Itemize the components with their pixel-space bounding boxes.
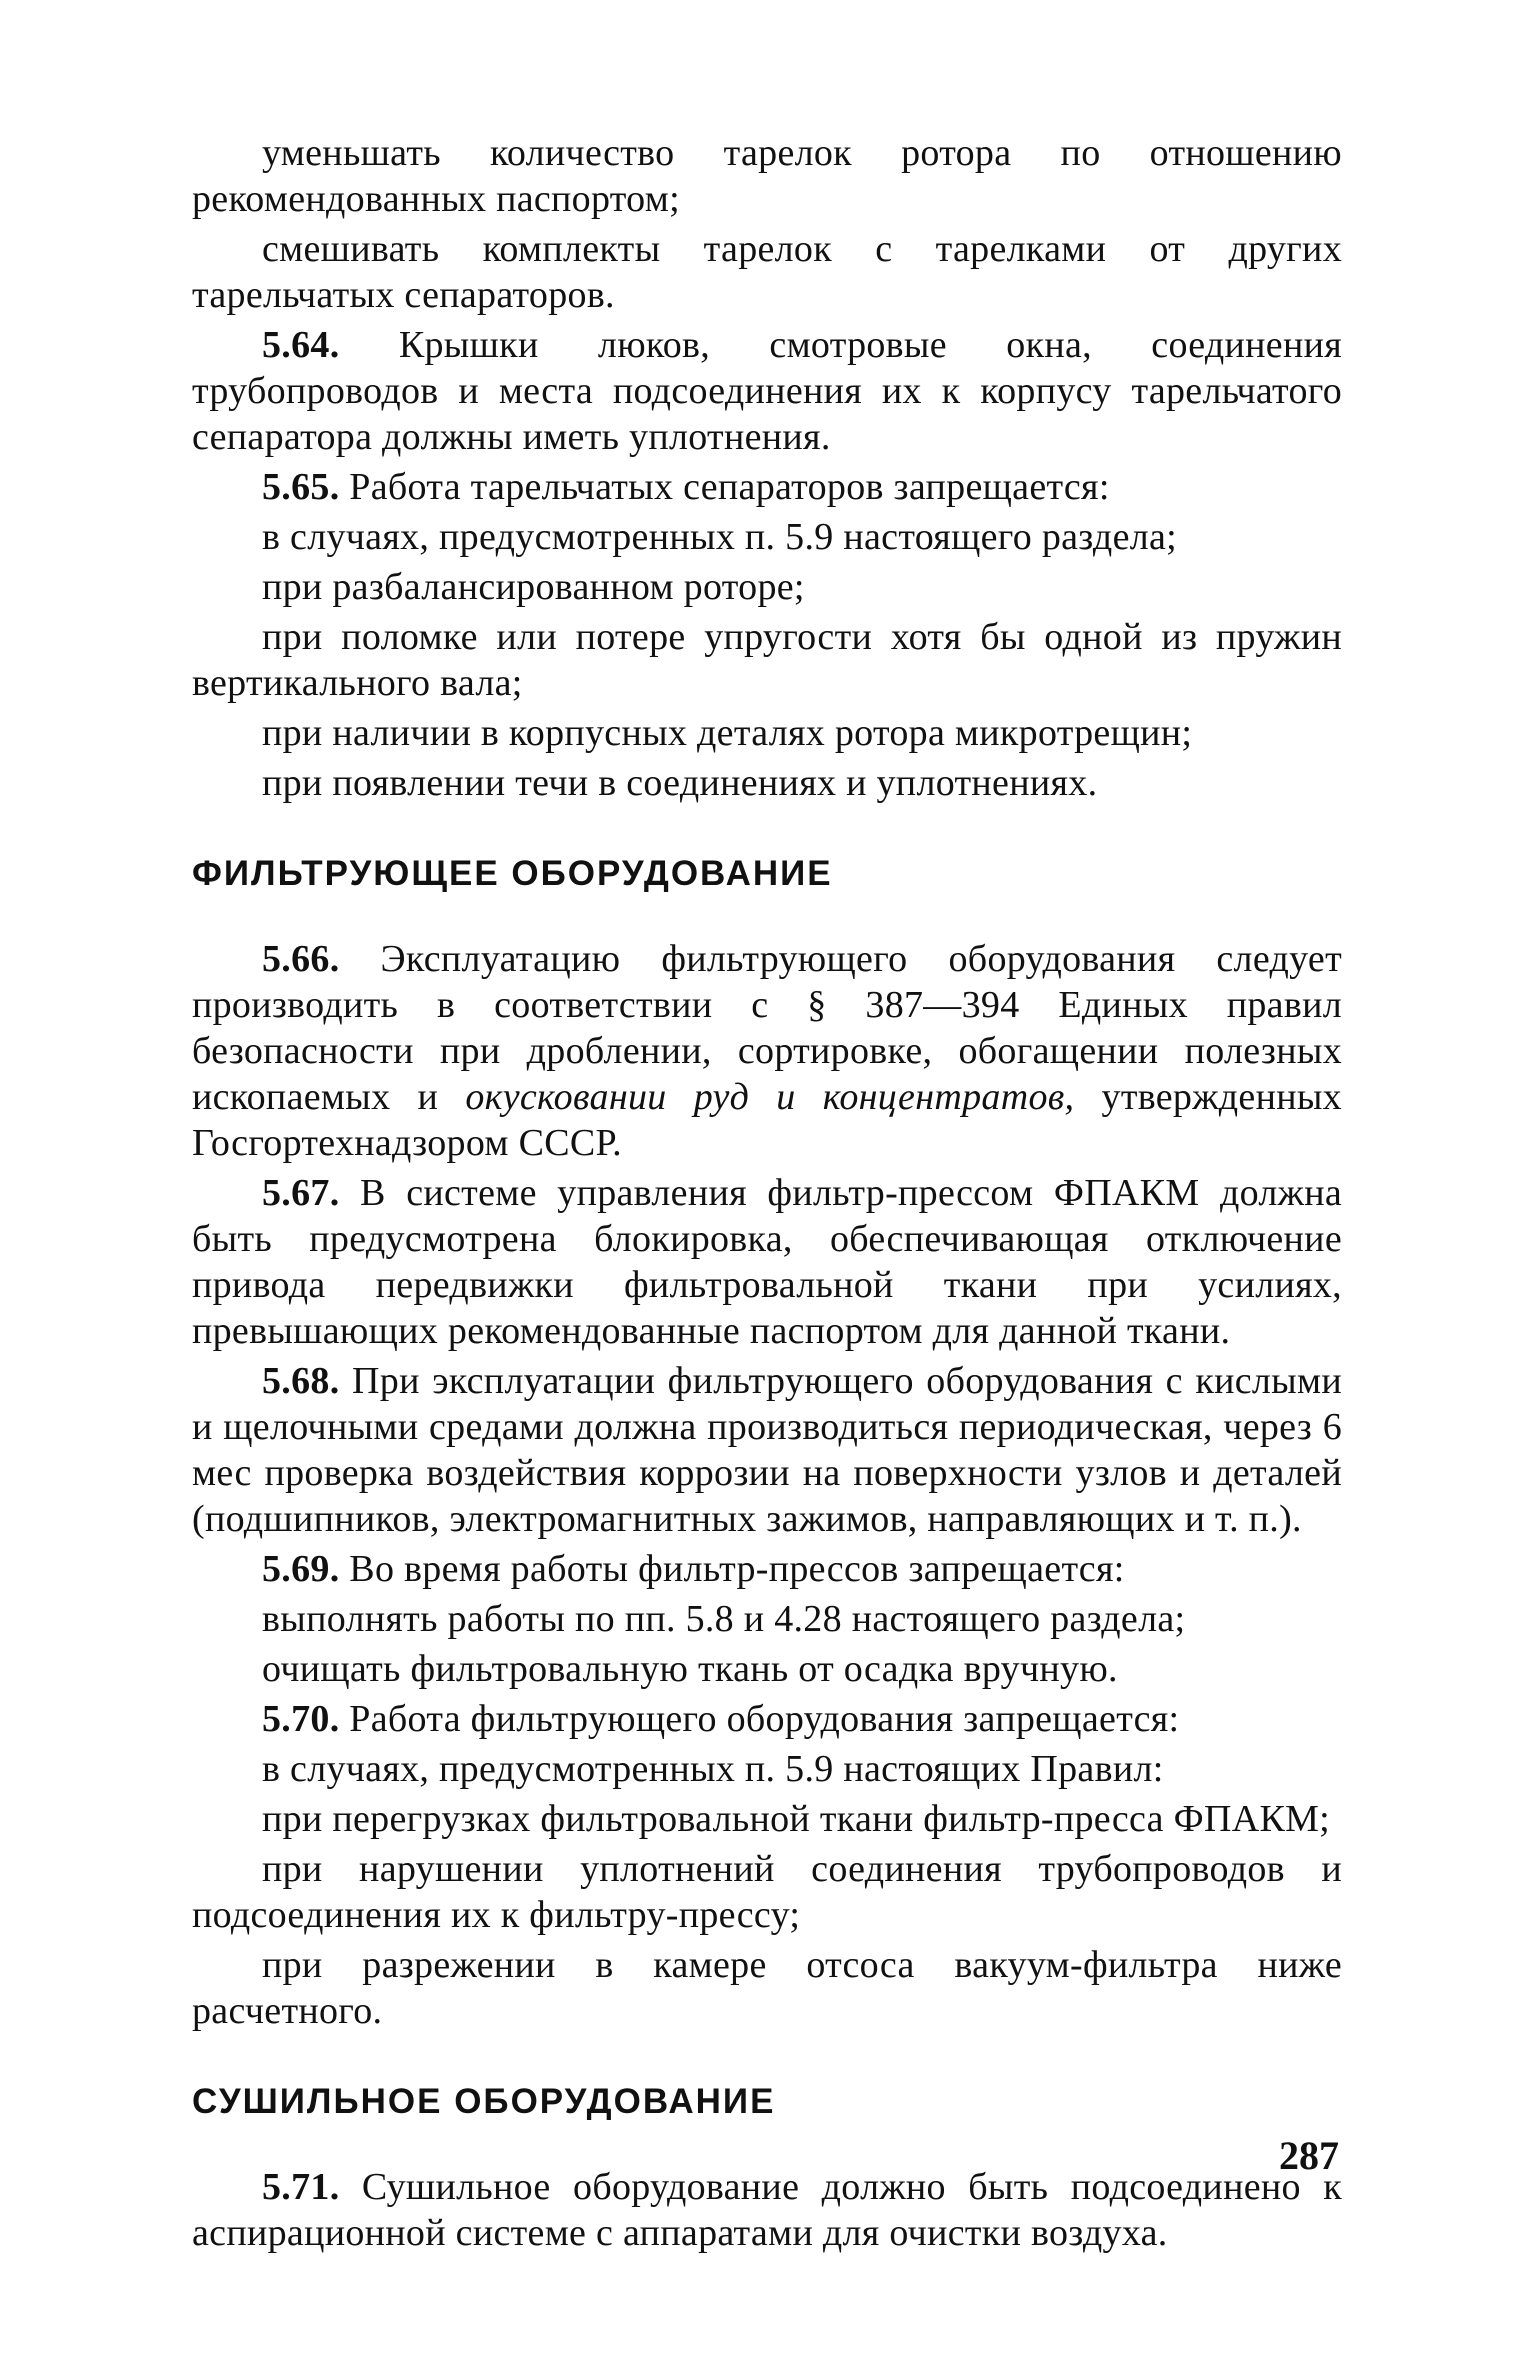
clause-number: 5.69. <box>262 1548 340 1590</box>
paragraph: при разбалансированном роторе; <box>262 566 805 608</box>
page-body <box>192 130 1342 2256</box>
paragraph <box>192 464 1342 510</box>
clause-italic-text: окусковании руд и концентратов, <box>465 1076 1075 1118</box>
paragraph: при перегрузках фильтровальной ткани фильтр-пресса ФПАКМ; <box>262 1798 1331 1840</box>
clause-text: В системе управления фильтр-прессом ФПАКМ должна быть предусмотрена блокировка, обеспечивающая отключение привода передвижки фильтровальной ткани при усилиях, превышающих рекомендованные паспортом для данной ткани. <box>192 1172 1342 1352</box>
clause-text: Во время работы фильтр-прессов запрещается: <box>339 1548 1125 1590</box>
paragraph: выполнять работы по пп. 5.8 и 4.28 настоящего раздела; <box>262 1598 1186 1640</box>
clause-text: Крышки люков, смотровые окна, соединения трубопроводов и места подсоединения их к корпусу тарельчатого сепаратора должны иметь уплотнения. <box>192 324 1342 458</box>
paragraph: очищать фильтровальную ткань от осадка вручную. <box>262 1648 1118 1690</box>
paragraph <box>192 1170 1342 1354</box>
paragraph <box>192 322 1342 460</box>
paragraph <box>192 1546 1342 1592</box>
section-heading-filtering: ФИЛЬТРУЮЩЕЕ ОБОРУДОВАНИЕ <box>192 854 833 893</box>
paragraph <box>192 936 1342 1166</box>
clause-number: 5.71. <box>262 2166 340 2208</box>
clause-number: 5.68. <box>262 1360 340 1402</box>
page-number: 287 <box>1279 2133 1339 2178</box>
clause-text: Работа тарельчатых сепараторов запрещается: <box>339 466 1110 508</box>
paragraph <box>192 2164 1342 2256</box>
clause-number: 5.64. <box>262 324 340 366</box>
paragraph: смешивать комплекты тарелок с тарелками от других тарельчатых сепараторов. <box>192 228 1342 316</box>
clause-number: 5.67. <box>262 1172 340 1214</box>
paragraph <box>192 1696 1342 1742</box>
clause-text: Сушильное оборудование должно быть подсоединено к аспирационной системе с аппаратами для очистки воздуха. <box>192 2166 1342 2254</box>
clause-text: Работа фильтрующего оборудования запрещается: <box>339 1698 1180 1740</box>
clause-text: При эксплуатации фильтрующего оборудования с кислыми и щелочными средами должна производиться периодическая, через 6 мес проверка воздействия коррозии на поверхности узлов и деталей (подшипников, электромагнитных зажимов, направляющих и т. п.). <box>192 1360 1342 1540</box>
clause-number: 5.65. <box>262 466 340 508</box>
section-heading-drying: СУШИЛЬНОЕ ОБОРУДОВАНИЕ <box>192 2082 776 2121</box>
clause-text-tail: утвержденных Госгортехнадзором СССР. <box>192 1076 1342 1164</box>
clause-number: 5.70. <box>262 1698 340 1740</box>
paragraph: уменьшать количество тарелок ротора по отношению рекомендованных паспортом; <box>192 132 1342 220</box>
paragraph: в случаях, предусмотренных п. 5.9 настоящих Правил: <box>262 1748 1164 1790</box>
paragraph <box>192 1358 1342 1542</box>
clause-text: Эксплуатацию фильтрующего оборудования следует производить в соответствии с § 387—394 Единых правил безопасности при дроблении, сортировке, обогащении полезных ископаемых и <box>192 938 1342 1118</box>
paragraph: при нарушении уплотнений соединения трубопроводов и подсоединения их к фильтру-прессу; <box>192 1848 1342 1936</box>
paragraph: при появлении течи в соединениях и уплотнениях. <box>262 762 1098 804</box>
clause-number: 5.66. <box>262 938 340 980</box>
paragraph: при разрежении в камере отсоса вакуум-фильтра ниже расчетного. <box>192 1944 1342 2032</box>
paragraph: в случаях, предусмотренных п. 5.9 настоящего раздела; <box>262 516 1178 558</box>
paragraph: при поломке или потере упругости хотя бы одной из пружин вертикального вала; <box>192 616 1342 704</box>
paragraph: при наличии в корпусных деталях ротора микротрещин; <box>262 712 1193 754</box>
